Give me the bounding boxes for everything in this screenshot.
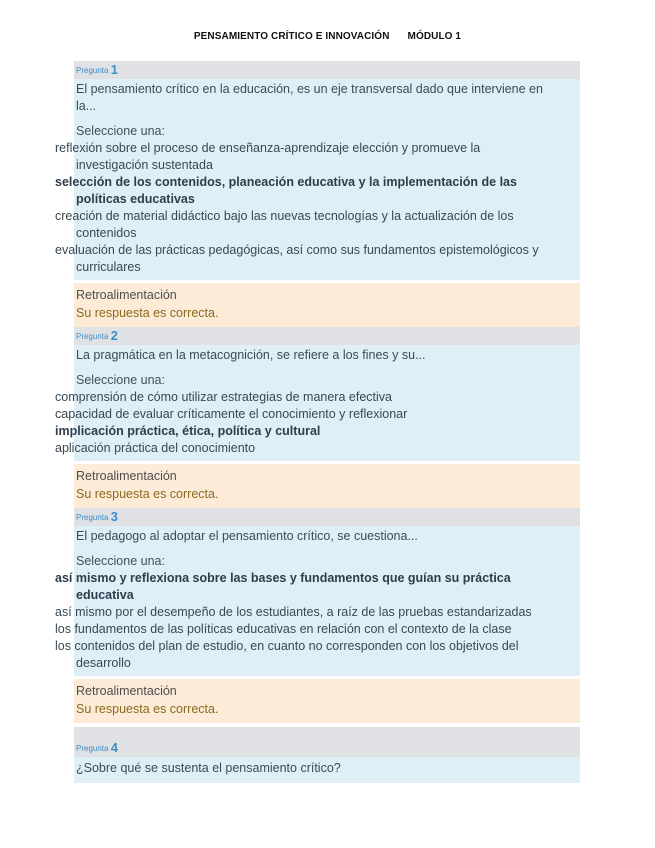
answer-option-text: implicación práctica, ética, política y cultural [55,424,321,438]
feedback-box [74,464,580,508]
question-body [55,345,580,461]
feedback-box [74,679,580,723]
quiz-review [55,61,580,783]
question-header [74,727,580,757]
question-header [74,508,580,526]
answer-option-text: comprensión de cómo utilizar estrategias de manera efectiva [55,390,392,404]
question-text: El pedagogo al adoptar el pensamiento crítico, se cuestiona... [76,529,418,543]
select-prompt: Seleccione una: [76,554,165,568]
answer-option[interactable] [55,140,580,174]
question-number: 2 [110,328,118,343]
answer-option-text: capacidad de evaluar críticamente el conocimiento y reflexionar [55,407,408,421]
answer-option-text: los fundamentos de las políticas educativas en relación con el contexto de la clase [55,622,512,636]
feedback-message: Su respuesta es correcta. [76,702,219,716]
question-label: Pregunta [76,744,109,753]
answer-option-text: investigación sustentada [76,158,213,172]
answer-option-text: así mismo y reflexiona sobre las bases y fundamentos que guían su práctica [55,571,511,585]
feedback-label: Retroalimentación [76,684,177,698]
feedback-label: Retroalimentación [76,469,177,483]
question-body [55,526,580,676]
answer-option[interactable] [55,208,580,242]
answer-option-text: políticas educativas [76,192,195,206]
question-body [74,757,580,783]
question-label: Pregunta [76,332,109,341]
question-label: Pregunta [76,513,109,522]
answer-option-selected[interactable] [55,570,580,604]
answer-option-text: reflexión sobre el proceso de enseñanza-aprendizaje elección y promueve la [55,141,481,155]
answer-option-text: selección de los contenidos, planeación educativa y la implementación de las [55,175,517,189]
question-text: La pragmática en la metacognición, se refiere a los fines y su... [76,348,426,362]
select-prompt: Seleccione una: [76,124,165,138]
answer-option[interactable] [55,242,580,276]
answer-option-text: educativa [76,588,134,602]
document-header [0,31,655,42]
question-text: ¿Sobre qué se sustenta el pensamiento crítico? [76,761,341,775]
answer-option[interactable] [55,406,580,423]
question-number: 3 [110,509,118,524]
module-title: MÓDULO 1 [407,31,462,42]
question-text [76,81,576,115]
answer-option[interactable] [55,621,580,638]
question-label: Pregunta [76,66,109,75]
answer-option-selected[interactable] [55,423,580,440]
answer-option-text: los contenidos del plan de estudio, en cuanto no corresponden con los objetivos del [55,639,519,653]
course-title: PENSAMIENTO CRÍTICO E INNOVACIÓN [193,31,390,42]
answer-option[interactable] [55,604,580,621]
answer-option-text: contenidos [76,226,137,240]
feedback-box [74,283,580,327]
feedback-message: Su respuesta es correcta. [76,306,219,320]
answer-option-selected[interactable] [55,174,580,208]
question-text-line: la... [76,99,97,113]
answer-option-text: evaluación de las prácticas pedagógicas, así como sus fundamentos epistemológicos y [55,243,539,257]
answer-option[interactable] [55,389,580,406]
feedback-message: Su respuesta es correcta. [76,487,219,501]
select-prompt: Seleccione una: [76,373,165,387]
answer-option-text: creación de material didáctico bajo las nuevas tecnologías y la actualización de los [55,209,514,223]
answer-option-text: desarrollo [76,656,131,670]
question-text-line: El pensamiento crítico en la educación, es un eje transversal dado que interviene en [76,82,543,96]
answer-option[interactable] [55,440,580,457]
answer-option[interactable] [55,638,580,672]
question-header [74,327,580,345]
question-number: 4 [110,740,118,755]
answer-option-text: aplicación práctica del conocimiento [55,441,256,455]
answer-option-text: así mismo por el desempeño de los estudiantes, a raíz de las pruebas estandarizadas [55,605,532,619]
question-number: 1 [110,62,118,77]
feedback-label: Retroalimentación [76,288,177,302]
answer-option-text: curriculares [76,260,141,274]
question-body [55,79,580,280]
question-header [74,61,580,79]
